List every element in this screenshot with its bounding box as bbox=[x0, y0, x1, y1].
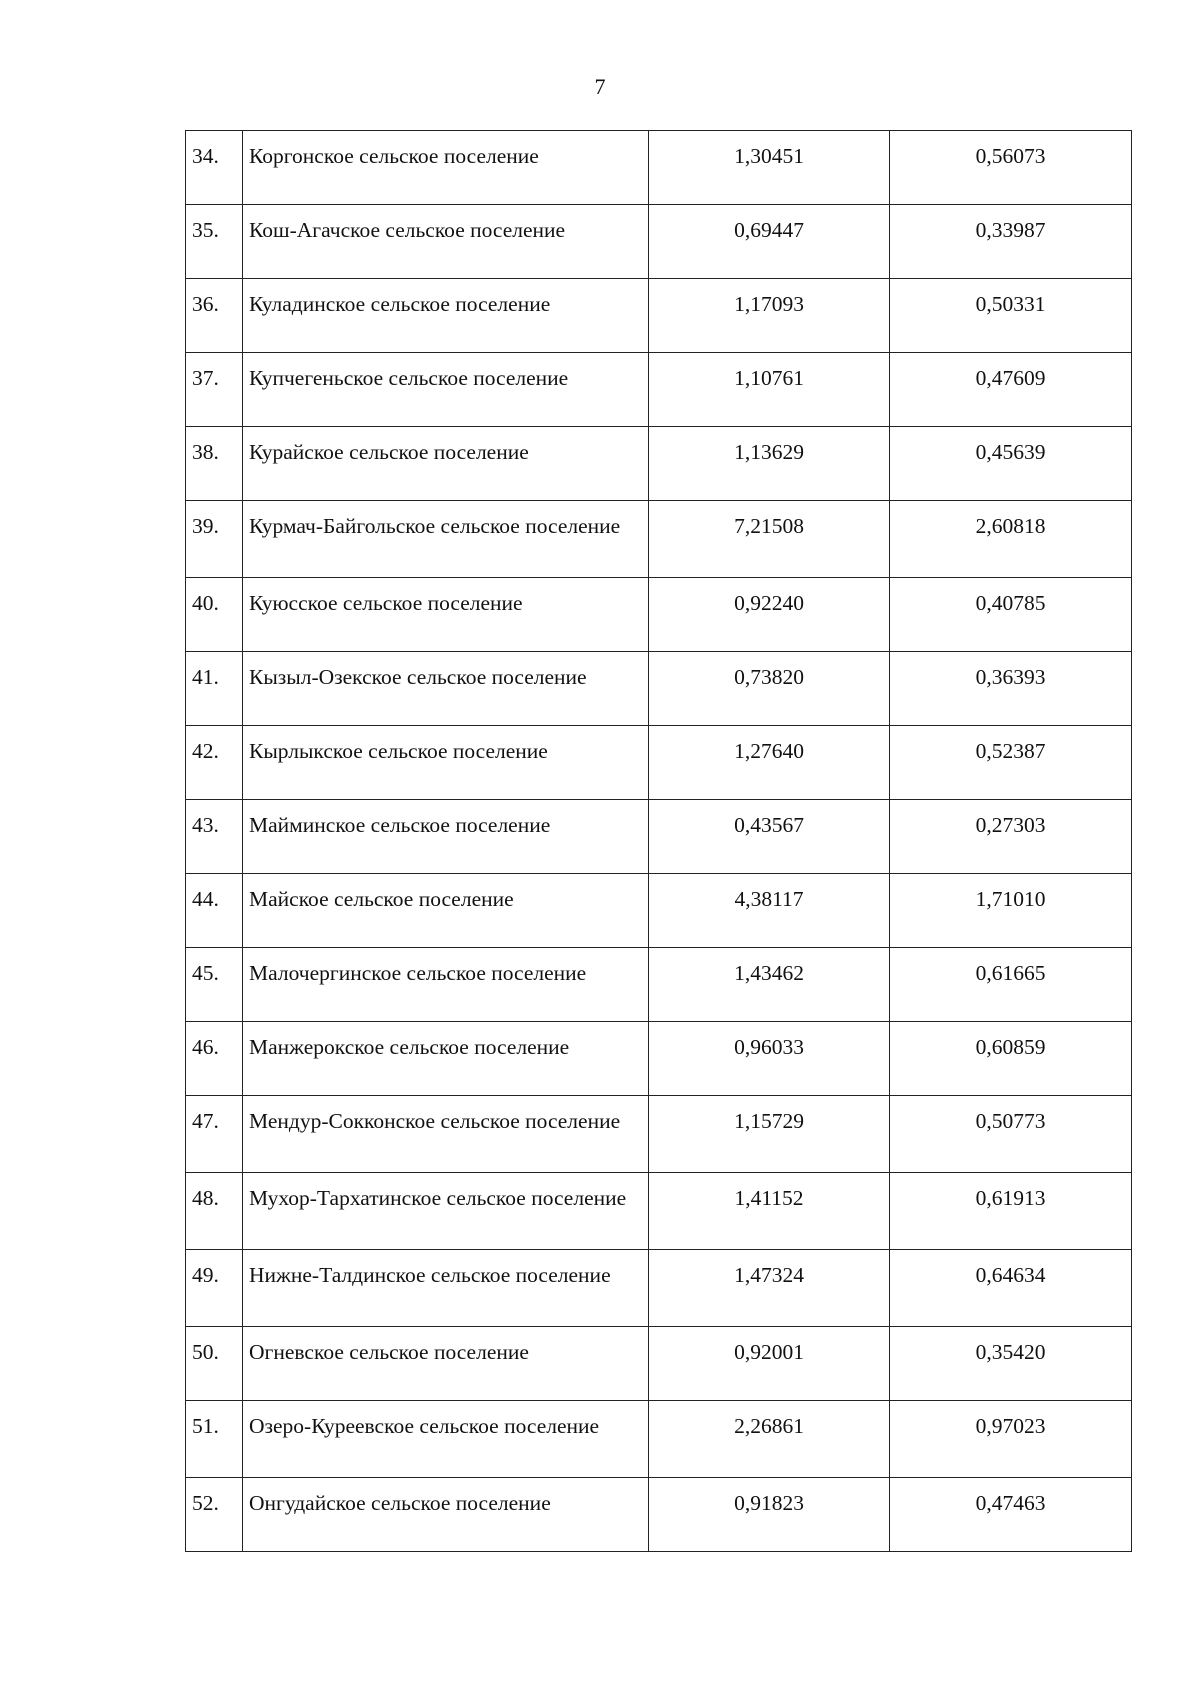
table-body bbox=[186, 131, 1132, 1552]
value-b: 0,45639 bbox=[890, 427, 1132, 501]
value-a: 0,73820 bbox=[649, 652, 890, 726]
row-number: 36. bbox=[186, 279, 243, 353]
settlement-name: Мухор-Тархатинское сельское поселение bbox=[243, 1173, 649, 1250]
value-b: 0,97023 bbox=[890, 1401, 1132, 1478]
value-a: 0,91823 bbox=[649, 1478, 890, 1552]
settlement-name: Огневское сельское поселение bbox=[243, 1327, 649, 1401]
table-row bbox=[186, 279, 1132, 353]
table-row bbox=[186, 501, 1132, 578]
row-number: 40. bbox=[186, 578, 243, 652]
value-a: 2,26861 bbox=[649, 1401, 890, 1478]
table-row bbox=[186, 1173, 1132, 1250]
settlement-name: Мендур-Сокконское сельское поселение bbox=[243, 1096, 649, 1173]
value-a: 7,21508 bbox=[649, 501, 890, 578]
row-number: 35. bbox=[186, 205, 243, 279]
row-number: 34. bbox=[186, 131, 243, 205]
table-row bbox=[186, 131, 1132, 205]
page-number: 7 bbox=[594, 74, 606, 99]
value-a: 1,43462 bbox=[649, 948, 890, 1022]
value-b: 0,27303 bbox=[890, 800, 1132, 874]
value-a: 1,15729 bbox=[649, 1096, 890, 1173]
value-b: 0,50331 bbox=[890, 279, 1132, 353]
settlement-name: Майминское сельское поселение bbox=[243, 800, 649, 874]
value-a: 0,96033 bbox=[649, 1022, 890, 1096]
settlement-name: Курайское сельское поселение bbox=[243, 427, 649, 501]
table-row bbox=[186, 948, 1132, 1022]
value-a: 1,27640 bbox=[649, 726, 890, 800]
settlement-name: Купчегеньское сельское поселение bbox=[243, 353, 649, 427]
value-b: 0,40785 bbox=[890, 578, 1132, 652]
value-a: 1,17093 bbox=[649, 279, 890, 353]
table-row bbox=[186, 1478, 1132, 1552]
value-b: 0,61913 bbox=[890, 1173, 1132, 1250]
row-number: 42. bbox=[186, 726, 243, 800]
settlement-name: Манжерокское сельское поселение bbox=[243, 1022, 649, 1096]
table-row bbox=[186, 726, 1132, 800]
value-b: 0,60859 bbox=[890, 1022, 1132, 1096]
value-a: 0,92240 bbox=[649, 578, 890, 652]
table-row bbox=[186, 427, 1132, 501]
settlement-name: Кырлыкское сельское поселение bbox=[243, 726, 649, 800]
table-row bbox=[186, 1022, 1132, 1096]
table-row bbox=[186, 1096, 1132, 1173]
value-b: 2,60818 bbox=[890, 501, 1132, 578]
value-a: 1,30451 bbox=[649, 131, 890, 205]
row-number: 39. bbox=[186, 501, 243, 578]
settlement-name: Курмач-Байгольское сельское поселение bbox=[243, 501, 649, 578]
value-a: 1,13629 bbox=[649, 427, 890, 501]
value-b: 0,47463 bbox=[890, 1478, 1132, 1552]
settlement-name: Кош-Агачское сельское поселение bbox=[243, 205, 649, 279]
value-a: 4,38117 bbox=[649, 874, 890, 948]
value-a: 1,10761 bbox=[649, 353, 890, 427]
value-b: 0,52387 bbox=[890, 726, 1132, 800]
row-number: 43. bbox=[186, 800, 243, 874]
row-number: 49. bbox=[186, 1250, 243, 1327]
value-b: 0,61665 bbox=[890, 948, 1132, 1022]
table-row bbox=[186, 205, 1132, 279]
table-row bbox=[186, 1250, 1132, 1327]
settlement-name: Онгудайское сельское поселение bbox=[243, 1478, 649, 1552]
table-row bbox=[186, 800, 1132, 874]
settlement-name: Озеро-Куреевское сельское поселение bbox=[243, 1401, 649, 1478]
table-row bbox=[186, 353, 1132, 427]
table-row bbox=[186, 1327, 1132, 1401]
value-b: 0,50773 bbox=[890, 1096, 1132, 1173]
settlement-name: Коргонское сельское поселение bbox=[243, 131, 649, 205]
row-number: 50. bbox=[186, 1327, 243, 1401]
settlement-name: Нижне-Талдинское сельское поселение bbox=[243, 1250, 649, 1327]
table-row bbox=[186, 652, 1132, 726]
row-number: 52. bbox=[186, 1478, 243, 1552]
table-row bbox=[186, 578, 1132, 652]
row-number: 41. bbox=[186, 652, 243, 726]
settlements-table bbox=[185, 130, 1132, 1552]
value-b: 0,36393 bbox=[890, 652, 1132, 726]
row-number: 37. bbox=[186, 353, 243, 427]
value-a: 1,47324 bbox=[649, 1250, 890, 1327]
settlement-name: Куюсское сельское поселение bbox=[243, 578, 649, 652]
settlement-name: Малочергинское сельское поселение bbox=[243, 948, 649, 1022]
value-b: 0,47609 bbox=[890, 353, 1132, 427]
value-a: 0,69447 bbox=[649, 205, 890, 279]
table-row bbox=[186, 874, 1132, 948]
value-b: 0,56073 bbox=[890, 131, 1132, 205]
value-b: 1,71010 bbox=[890, 874, 1132, 948]
row-number: 38. bbox=[186, 427, 243, 501]
value-a: 0,92001 bbox=[649, 1327, 890, 1401]
settlement-name: Майское сельское поселение bbox=[243, 874, 649, 948]
row-number: 51. bbox=[186, 1401, 243, 1478]
value-b: 0,64634 bbox=[890, 1250, 1132, 1327]
value-b: 0,35420 bbox=[890, 1327, 1132, 1401]
row-number: 44. bbox=[186, 874, 243, 948]
row-number: 48. bbox=[186, 1173, 243, 1250]
value-a: 0,43567 bbox=[649, 800, 890, 874]
row-number: 45. bbox=[186, 948, 243, 1022]
settlement-name: Кызыл-Озекское сельское поселение bbox=[243, 652, 649, 726]
value-b: 0,33987 bbox=[890, 205, 1132, 279]
settlement-name: Куладинское сельское поселение bbox=[243, 279, 649, 353]
value-a: 1,41152 bbox=[649, 1173, 890, 1250]
table-row bbox=[186, 1401, 1132, 1478]
row-number: 46. bbox=[186, 1022, 243, 1096]
row-number: 47. bbox=[186, 1096, 243, 1173]
